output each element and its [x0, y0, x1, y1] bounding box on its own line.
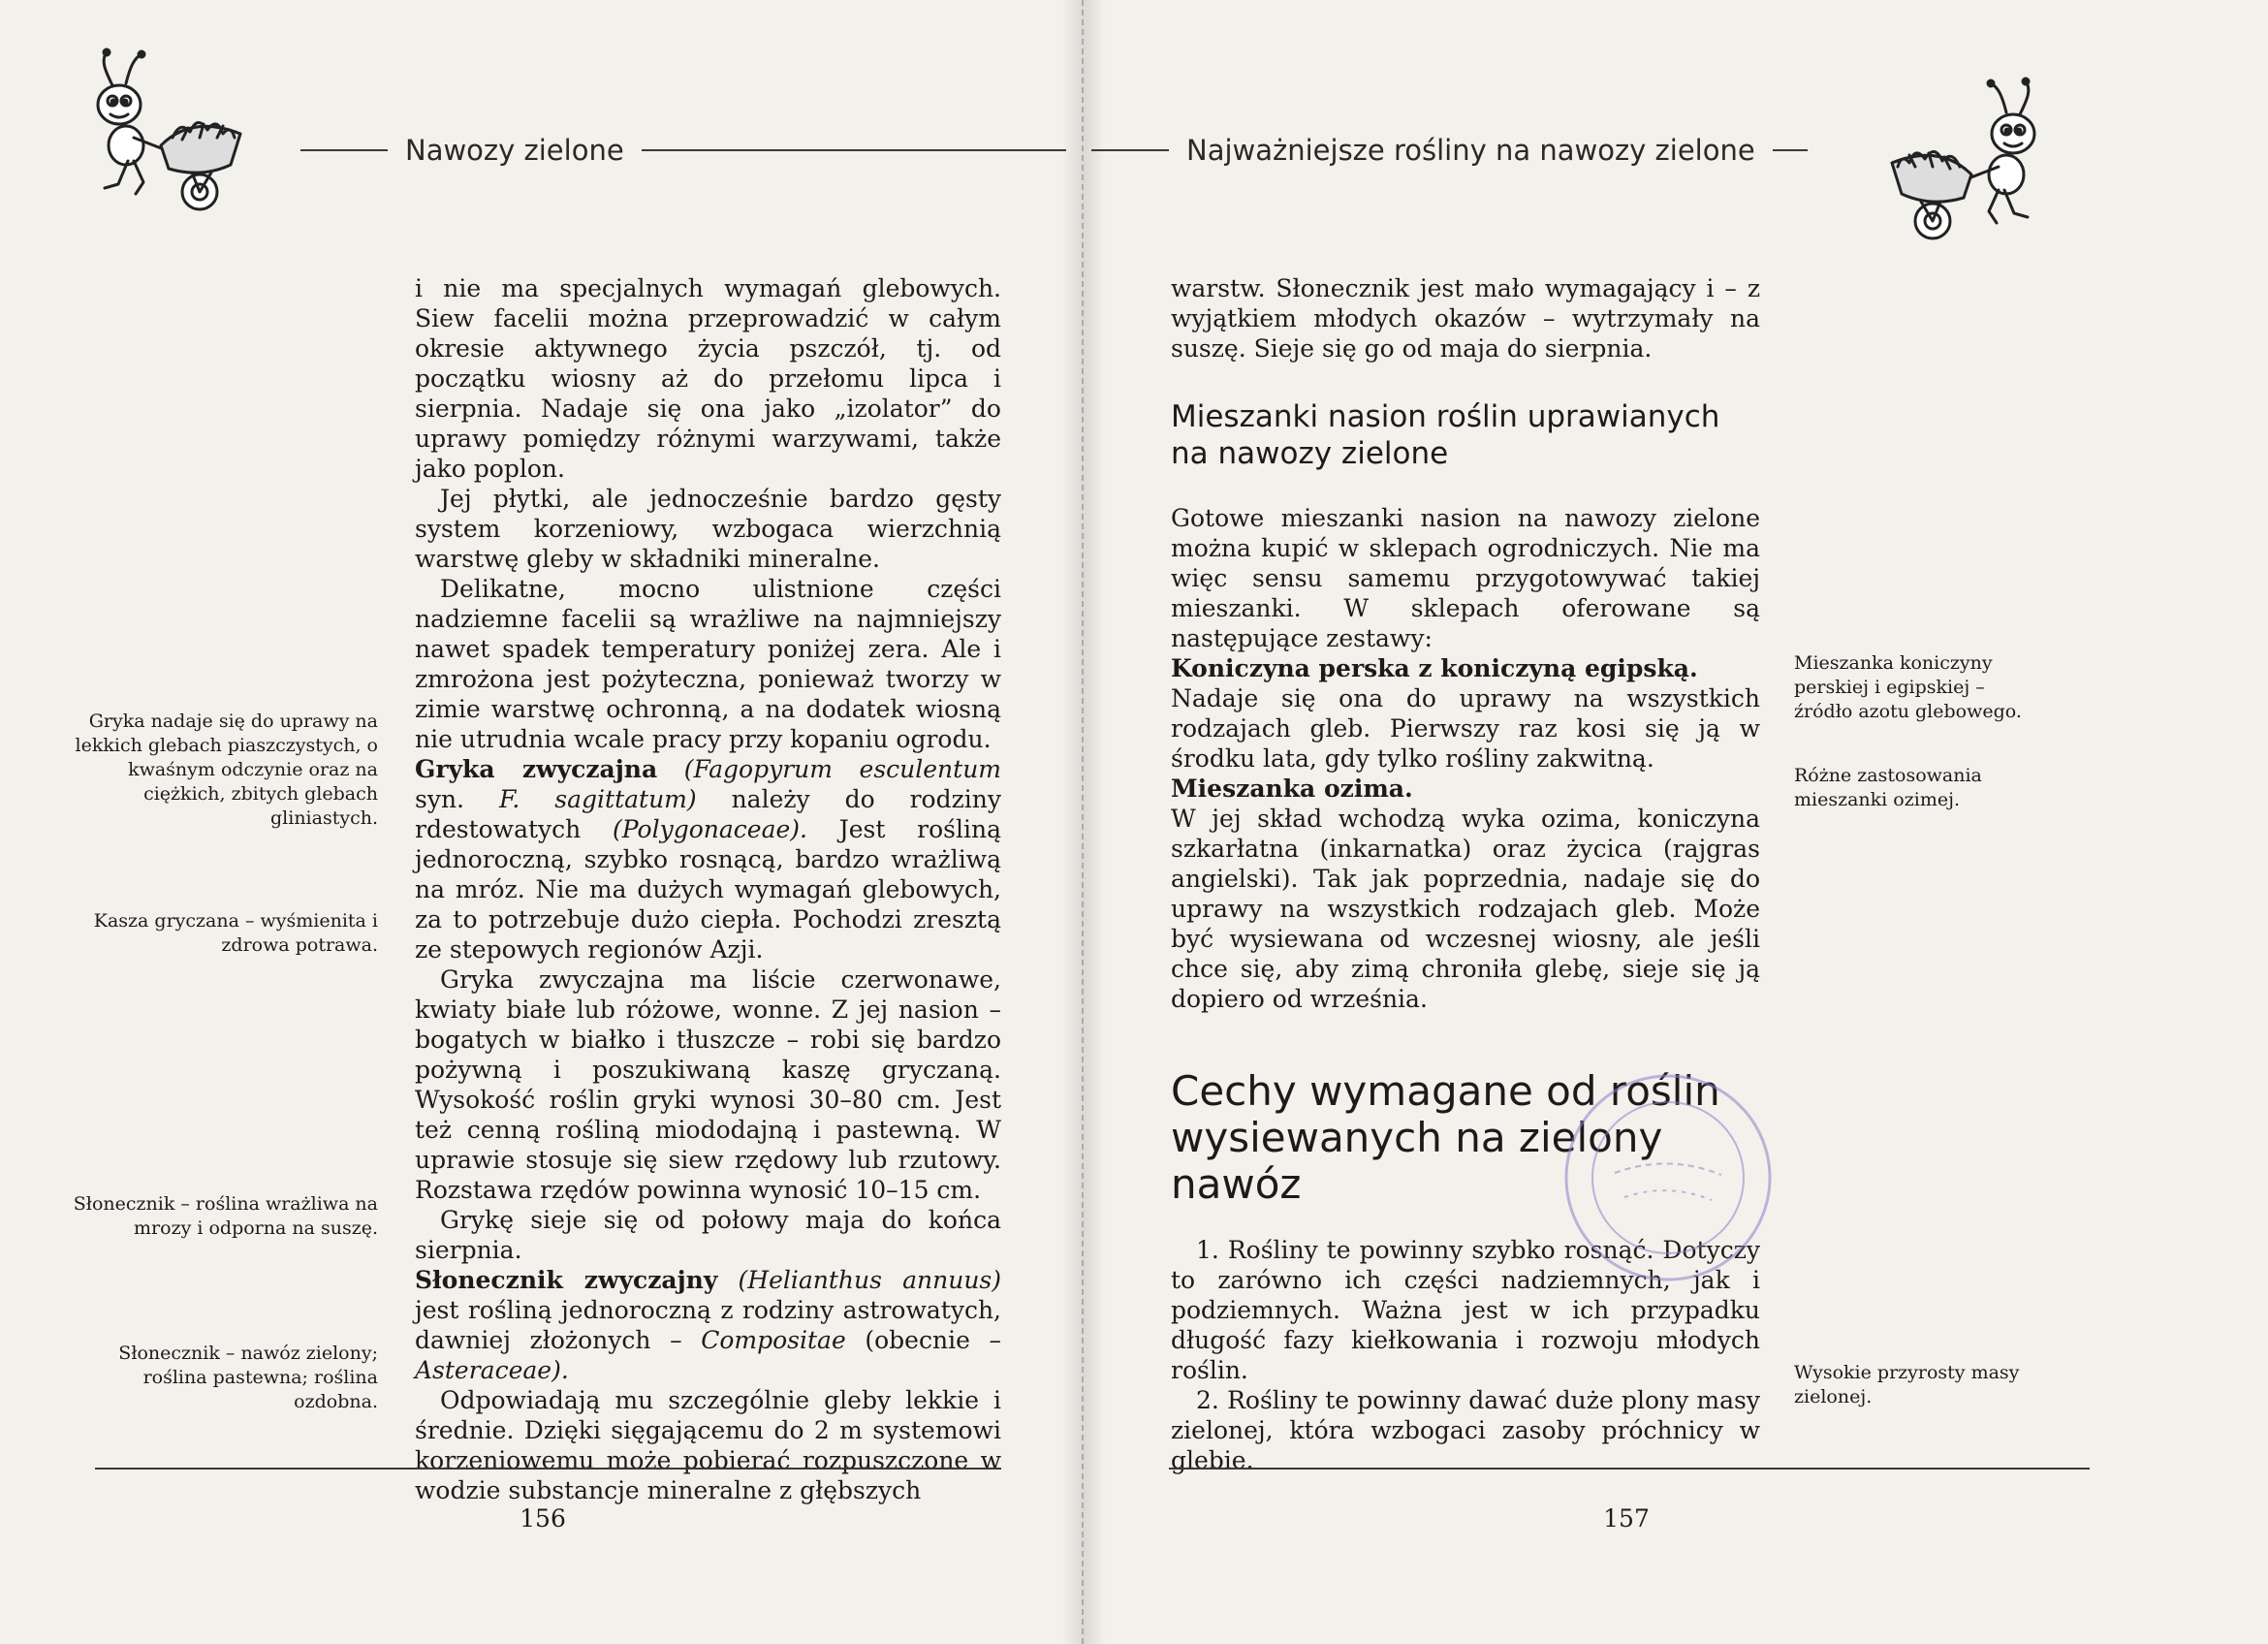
latin-name: (Helianthus annuus) — [738, 1266, 1001, 1294]
section-heading: Mieszanki nasion roślin uprawianych na nawozy zielone — [1171, 399, 1720, 471]
text-run: Jest rośliną jednoroczną, szybko rosnącą, bardzo wrażliwą na mróz. Nie ma dużych wymagań glebowych, za to potrzebuje dużo ciepła. Pochodzi zresztą ze stepowych regionów Azji. — [415, 815, 1001, 964]
running-head-title: Nawozy zielone — [405, 134, 624, 167]
margin-note: Różne zastosowania mieszanki ozimej. — [1794, 765, 1982, 810]
running-head-rule — [1091, 149, 1169, 151]
text-run: należy do rodziny rdestowatych — [415, 785, 1001, 843]
main-text-column — [415, 273, 1001, 1505]
mix-title-text: Koniczyna perska z koniczyną egipską. — [1171, 654, 1698, 682]
latin-name: (Polygonaceae). — [613, 815, 807, 843]
margin-note: Słonecznik – nawóz zielony; roślina pastewna; roślina ozdobna. — [118, 1343, 378, 1412]
text-run: (obecnie – — [845, 1326, 1002, 1354]
margin-note: Mieszanka koniczyny perskiej i egipskiej – źródło azotu glebowego. — [1794, 652, 2022, 722]
margin-note: Słonecznik – roślina wrażliwa na mrozy i odporna na suszę. — [73, 1193, 378, 1239]
margin-note: Wysokie przyrosty masy zielonej. — [1794, 1362, 2020, 1407]
latin-name: Asteraceae). — [415, 1356, 569, 1384]
page-number: 157 — [1603, 1504, 1650, 1533]
paragraph: Nadaje się ona do uprawy na wszystkich rodzajach gleb. Pierwszy raz kosi się ją w środku lata, gdy tylko rośliny zakwitną. — [1171, 684, 1760, 773]
mix-title — [1171, 774, 1760, 804]
list-item: 2. Rośliny te powinny dawać duże plony masy zielonej, która wzbogaci zasoby próchnicy w glebie. — [1171, 1386, 1760, 1474]
latin-name: F. sagittatum) — [498, 785, 697, 813]
margin-note: Kasza gryczana – wyśmienita i zdrowa potrawa. — [93, 910, 378, 956]
text-run: jest rośliną jednoroczną z rodziny astrowatych, dawniej złożonych – — [415, 1296, 1001, 1354]
paragraph: Delikatne, mocno ulistnione części nadziemne facelii są wrażliwe na najmniejszy nawet spadek temperatury poniżej zera. Ale i zmrożona jest pożyteczna, ponieważ tworzy w zimie warstwę ochronną, a na dodatek wiosną nie utrudnia wcale pracy przy kopaniu ogrodu. — [415, 575, 1001, 753]
latin-name: Compositae — [701, 1326, 846, 1354]
paragraph: Jej płytki, ale jednocześnie bardzo gęsty system korzeniowy, wzbogaca wierzchnią warstwę gleby w składniki mineralne. — [415, 485, 1001, 573]
running-head-rule — [1773, 149, 1808, 151]
gutter-shadow — [1084, 0, 1105, 1644]
plant-name: Słonecznik zwyczajny — [415, 1266, 718, 1294]
chapter-heading: Cechy wymagane od roślin wysiewanych na zielony nawóz — [1171, 1067, 1720, 1208]
mix-title-text: Mieszanka ozima. — [1171, 775, 1413, 803]
paragraph: Grykę sieje się od połowy maja do końca sierpnia. — [415, 1206, 1001, 1264]
left-page — [0, 0, 1084, 1644]
paragraph: i nie ma specjalnych wymagań glebowych. Siew facelii można przeprowadzić w całym okresie aktywnego życia pszczół, tj. od początku wiosny aż do przełomu lipca i sierpnia. Nadaje się ona jako „izolator” do uprawy pomiędzy różnymi warzywami, także jako poplon. — [415, 274, 1001, 483]
paragraph: W jej skład wchodzą wyka ozima, koniczyna szkarłatna (inkarnatka) oraz życica (rajgras angielski). Tak jak poprzednia, nadaje się do uprawy na wszystkich rodzajach gleb. Może być wysiewana od wczesnej wiosny, ale jeśli chce się, aby zimą chroniła glebę, sieje się ją dopiero od września. — [1171, 805, 1760, 1013]
latin-name: (Fagopyrum esculentum — [683, 755, 1002, 783]
paragraph: Gotowe mieszanki nasion na nawozy zielone można kupić w sklepach ogrodniczych. Nie ma więc sensu samemu przygotowywać takiej mieszanki. W sklepach oferowane są następujące zestawy: — [1171, 504, 1760, 652]
footer-rule — [95, 1468, 1001, 1470]
running-head-rule — [642, 149, 1066, 151]
paragraph: Gryka zwyczajna ma liście czerwonawe, kwiaty białe lub różowe, wonne. Z jej nasion – bogatych w białko i tłuszcze – robi się bardzo pożywną i poszukiwaną kaszę gryczaną. Wysokość roślin gryki wynosi 30–80 cm. Jest też cenną rośliną miododajną i pastewną. W uprawie stosuje się siew rzędowy lub rzutowy. Rozstawa rzędów powinna wynosić 10–15 cm. — [415, 965, 1001, 1204]
mix-title — [1171, 653, 1760, 683]
paragraph-buckwheat — [415, 754, 1001, 964]
text-run: syn. — [415, 785, 465, 813]
running-head-title: Najważniejsze rośliny na nawozy zielone — [1186, 134, 1755, 167]
gutter-shadow — [1062, 0, 1084, 1644]
ant-with-wheelbarrow-icon — [76, 37, 269, 231]
running-head — [300, 126, 1066, 174]
library-stamp — [1547, 1057, 1789, 1299]
list-item: 1. Rośliny te powinny szybko rosnąć. Dotyczy to zarówno ich części nadziemnych, jak i podziemnych. Ważna jest w ich przypadku długość fazy kiełkowania i rozwoju młodych roślin. — [1171, 1236, 1760, 1384]
running-head — [1091, 126, 2206, 174]
page-number: 156 — [520, 1504, 566, 1533]
right-page — [1084, 0, 2268, 1644]
paragraph: Odpowiadają mu szczególnie gleby lekkie i średnie. Dzięki sięgającemu do 2 m systemowi korzeniowemu może pobierać rozpuszczone w wodzie substancje mineralne z głębszych — [415, 1386, 1001, 1504]
margin-note: Gryka nadaje się do uprawy na lekkich glebach piaszczystych, o kwaśnym odczynie oraz na ciężkich, zbitych glebach gliniastych. — [75, 711, 378, 829]
paragraph-sunflower — [415, 1265, 1001, 1385]
paragraph: warstw. Słonecznik jest mało wymagający i – z wyjątkiem młodych okazów – wytrzymały na suszę. Sieje się go od maja do sierpnia. — [1171, 274, 1760, 363]
running-head-rule — [300, 149, 388, 151]
footer-rule — [1169, 1468, 2090, 1470]
plant-name: Gryka zwyczajna — [415, 755, 658, 783]
